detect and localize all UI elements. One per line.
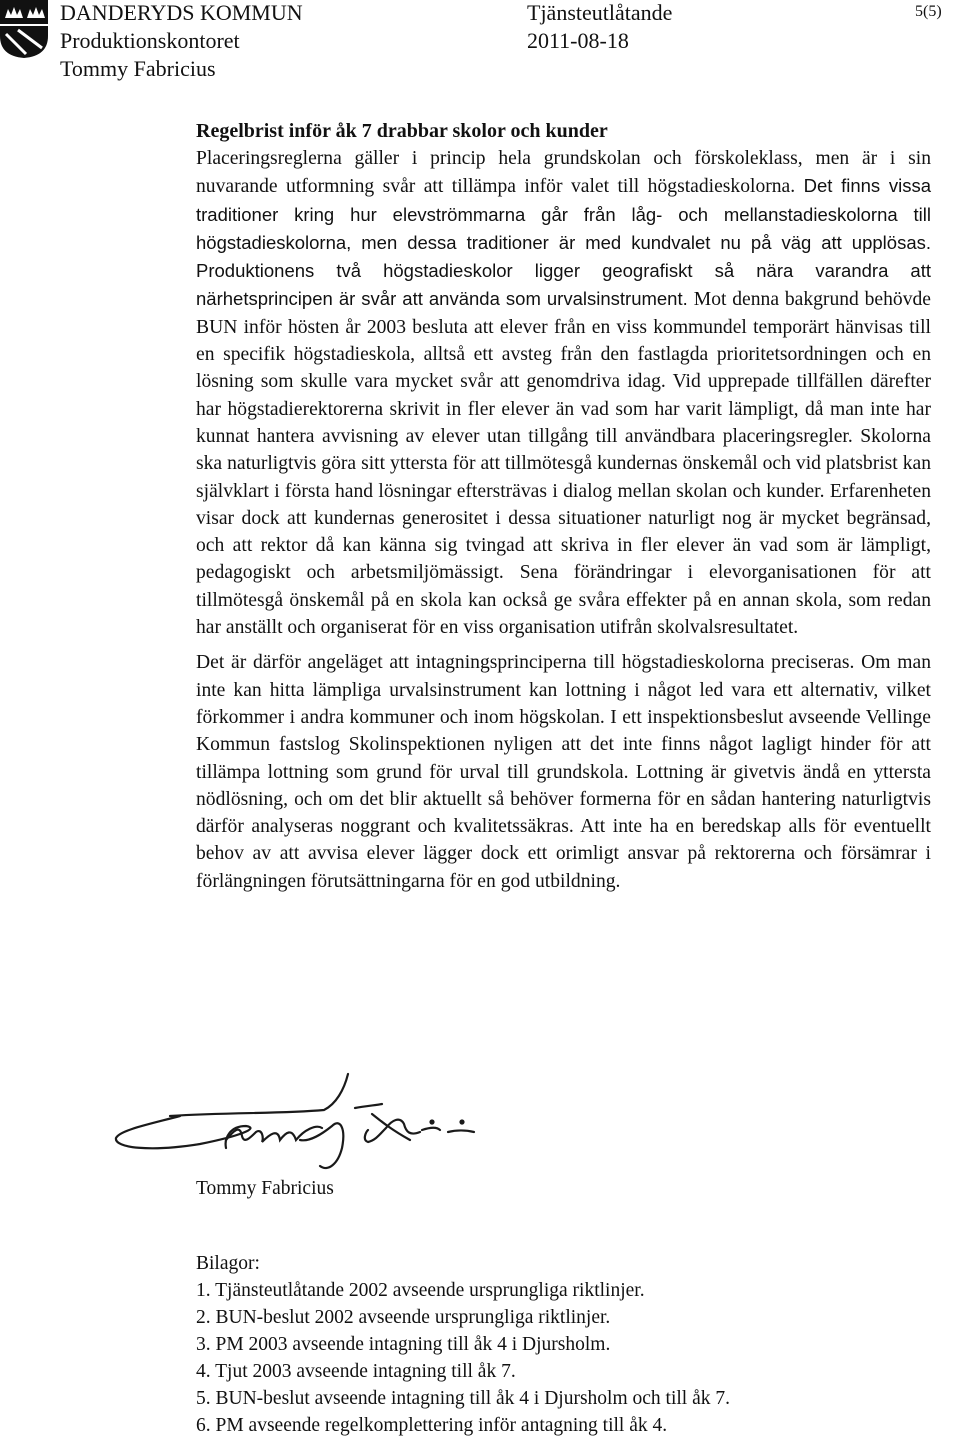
department-name: Produktionskontoret	[60, 28, 240, 53]
paragraph-1-part-3: Mot denna bakgrund behövde BUN inför hösten år 2003 besluta att elever från en viss kommundel temporärt hänvisas till en specifik högstadieskola, alltså ett avsteg från den fastlagda prioritetsordningen och en lösning som skulle vara mycket svår att genomdriva idag. Vid upprepade tillfällen därefter har högstadierektorerna skrivit in fler elever än vad som har varit lämpligt, då man inte har kunnat hantera avvisning av elever utan tillgång till användbara placeringsregler. Skolorna ska naturligtvis göra sitt yttersta för att tillmötesgå kundernas önskemål och vid platsbrist kan självklart i första hand lösningar eftersträvas i dialog mellan skolan och kunder. Erfarenheten visar dock att kundernas generositet i dessa situationer naturligt nog är mycket begränsad, och att rektor då kan känna sig tvingad att skriva in fler elever än vad som är lämpligt, pedagogiskt och arbetsmiljömässigt. Sena förändringar i elevorganisationen för att tillmötesgå önskemål på en skola kan också ge svåra effekter på en annan skola, som redan har anställt och organiserat för en viss organisation utifrån skolvalsresultatet.	[196, 289, 932, 639]
paragraph-1	[196, 145, 931, 641]
author-name: Tommy Fabricius	[60, 56, 216, 81]
paragraph-1-part-1: Placeringsreglerna gäller i princip hela grundskolan och förskoleklass, men är i sin nuvarande utformning svår att tillämpa inför valet till högstadieskolorna.	[196, 148, 931, 198]
attachment-item: 2. BUN-beslut 2002 avseende ursprungliga riktlinjer.	[196, 1307, 611, 1328]
attachment-item: 4. Tjut 2003 avseende intagning till åk 7.	[196, 1361, 516, 1382]
attachments-title: Bilagor:	[196, 1253, 260, 1274]
attachment-item: 1. Tjänsteutlåtande 2002 avseende ursprungliga riktlinjer.	[196, 1280, 645, 1301]
organization-name: DANDERYDS KOMMUN	[60, 0, 303, 25]
paragraph-2: Det är därför angeläget att intagningsprinciperna till högstadieskolorna preciseras. Om man inte kan hitta lämpliga urvalsinstrument kan lottning i något led vara ett alternativ, vilket förkommer i andra kommuner och inom högskolan. I ett inspektionsbeslut avseende Vellinge Kommun fastslog Skolinspektionen nyligen att det inte finns något lagligt hinder för att tillämpa lottning som grund för urval till grundskola. Lottning är givetvis ändå en yttersta nödlösning, och om det blir aktuellt så behöver formerna för en sådan hantering naturligtvis därför analyseras noggrant och kvalitetssäkras. Att inte ha en beredskap alls för eventuellt behov av att avvisa elever lägger dock ett orimligt ansvar på rektorerna och försämrar i förlängningen förutsättningarna för en god utbildning.	[196, 652, 931, 892]
paragraph-1-part-2: Det finns vissa traditioner kring hur elevströmmarna går från låg- och mellanstadieskolorna till högstadieskolorna, men dessa traditioner är med kundvalet nu på väg att upplösas. Produktionens två högstadieskolor ligger geografiskt så nära varandra att närhetsprincipen är svår att använda som urvalsinstrument.	[196, 175, 931, 310]
document-date: 2011-08-18	[527, 28, 629, 53]
attachment-item: 5. BUN-beslut avseende intagning till åk 4 i Djursholm och till åk 7.	[196, 1388, 731, 1409]
page-number: 5(5)	[915, 3, 942, 20]
coat-of-arms-logo	[0, 0, 48, 58]
document-type: Tjänsteutlåtande	[527, 0, 673, 25]
attachment-item: 6. PM avseende regelkomplettering inför antagning till åk 4.	[196, 1415, 668, 1436]
section-heading: Regelbrist inför åk 7 drabbar skolor och kunder	[196, 120, 608, 142]
handwritten-signature	[110, 1070, 530, 1180]
body-text	[196, 118, 931, 895]
attachment-item: 3. PM 2003 avseende intagning till åk 4 i Djursholm.	[196, 1334, 611, 1355]
signature-name: Tommy Fabricius	[196, 1178, 334, 1199]
